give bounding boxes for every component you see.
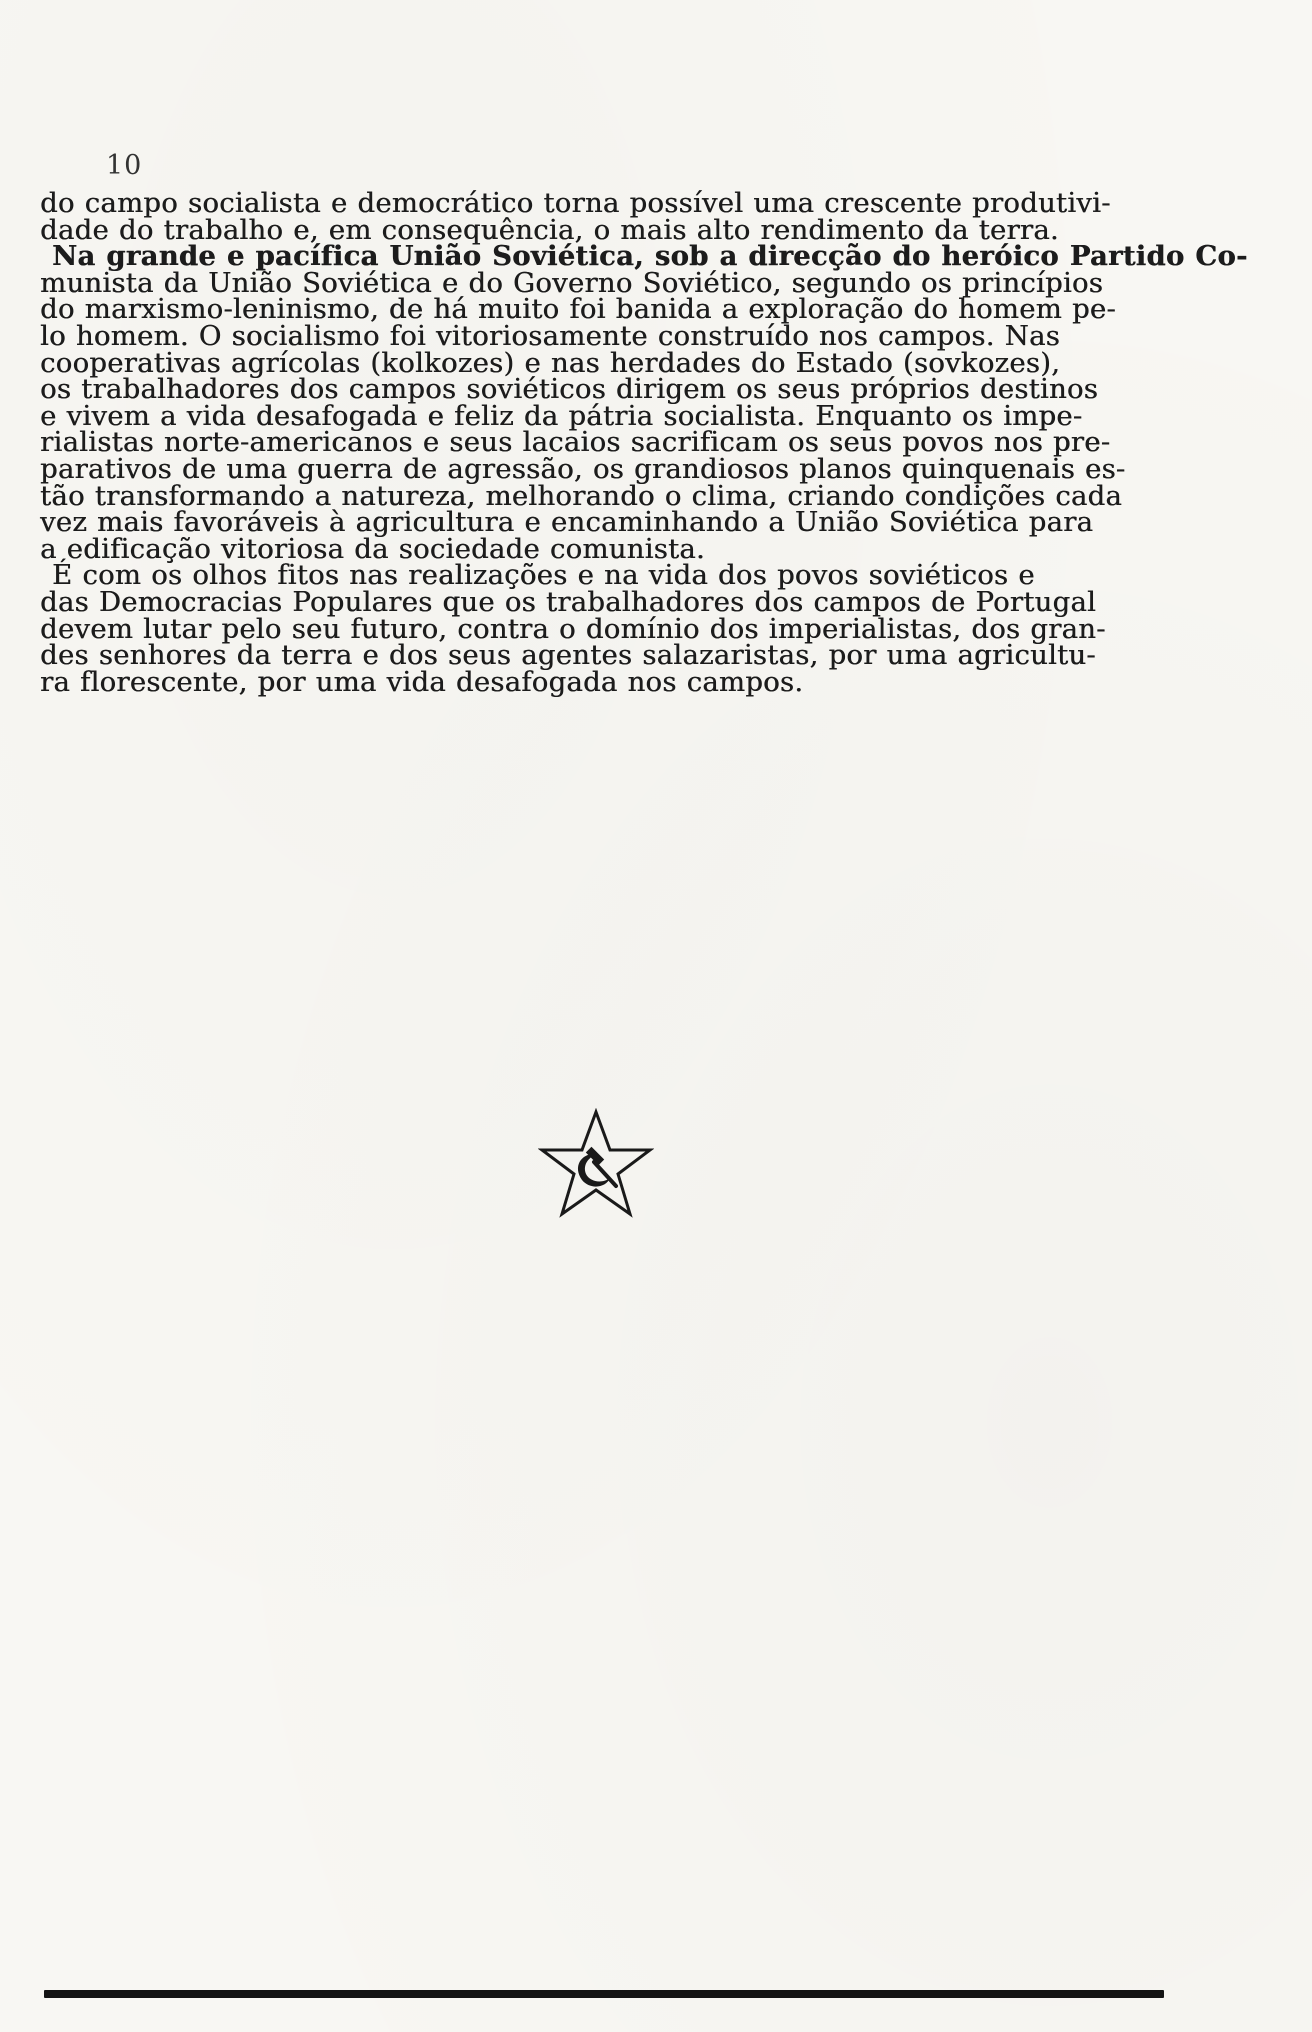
text-line: devem lutar pelo seu futuro, contra o domínio dos imperialistas, dos gran- xyxy=(40,612,1106,645)
text-line: do marxismo-leninismo, de há muito foi banida a exploração do homem pe- xyxy=(40,293,1116,326)
star-hammer-sickle-icon xyxy=(538,1108,654,1220)
text-line: munista da União Soviética e do Governo Soviético, segundo os princípios xyxy=(40,266,1104,299)
body-text xyxy=(40,187,1248,698)
text-line: ra florescente, por uma vida desafogada nos campos. xyxy=(40,665,804,698)
text-line: do campo socialista e democrático torna possível uma crescente produtivi- xyxy=(40,187,1111,219)
text-line: lo homem. O socialismo foi vitoriosamente construído nos campos. Nas xyxy=(40,319,1060,352)
text-line: e vivem a vida desafogada e feliz da pátria socialista. Enquanto os impe- xyxy=(40,399,1083,432)
text-line: rialistas norte-americanos e seus lacaios sacrificam os seus povos nos pre- xyxy=(40,426,1111,459)
text-line: parativos de uma guerra de agressão, os grandiosos planos quinquenais es- xyxy=(40,452,1126,485)
text-line: a edificação vitoriosa da sociedade comunista. xyxy=(40,532,705,565)
text-line: Na grande e pacífica União Soviética, sob a direcção do heróico Partido Co- xyxy=(52,240,1248,273)
text-line: das Democracias Populares que os trabalhadores dos campos de Portugal xyxy=(40,585,1097,618)
page-number: 10 xyxy=(106,150,143,181)
text-line: des senhores da terra e dos seus agentes salazaristas, por uma agricultu- xyxy=(40,639,1096,672)
text-line: tão transformando a natureza, melhorando o clima, criando condições cada xyxy=(40,479,1123,512)
text-line: dade do trabalho e, em consequência, o mais alto rendimento da terra. xyxy=(40,213,1059,246)
text-line: É com os olhos fitos nas realizações e na vida dos povos soviéticos e xyxy=(52,559,1035,592)
text-line: vez mais favoráveis à agricultura e encaminhando a União Soviética para xyxy=(40,506,1094,539)
text-line: cooperativas agrícolas (kolkozes) e nas herdades do Estado (sovkozes), xyxy=(40,346,1061,379)
text-line: os trabalhadores dos campos soviéticos dirigem os seus próprios destinos xyxy=(40,373,1099,406)
bottom-rule xyxy=(44,1990,1164,1998)
